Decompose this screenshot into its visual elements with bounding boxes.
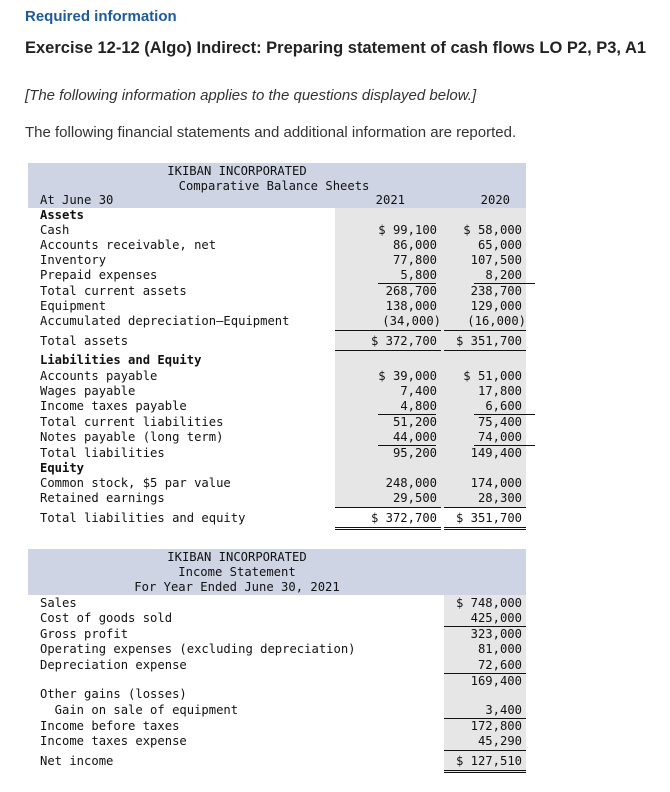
bs-row-2020: 17,800 <box>477 384 522 398</box>
underline <box>444 529 526 530</box>
bs-row-2020: (16,000) <box>467 314 526 328</box>
bs-row-2021: 44,000 <box>392 430 437 444</box>
underline <box>444 527 526 528</box>
bs-row-2020: 28,300 <box>477 491 522 505</box>
bs-row-2020: 75,400 <box>477 415 522 429</box>
bs-row-2020: 8,200 <box>485 268 522 282</box>
underline <box>335 330 441 331</box>
bs-row-label: Assets <box>40 208 85 222</box>
bs-row-label: Common stock, $5 par value <box>40 476 231 490</box>
bs-company: IKIBAN INCORPORATED <box>167 164 307 178</box>
bs-row-2021: (34,000) <box>382 314 441 328</box>
underline <box>444 770 526 771</box>
bs-row-label: Total liabilities and equity <box>40 511 246 525</box>
bs-row-2020: 238,700 <box>470 284 522 298</box>
bs-row-2021: 4,800 <box>400 399 437 413</box>
bs-row-2020: 174,000 <box>470 476 522 490</box>
bs-row-2021: 77,800 <box>392 253 437 267</box>
is-row-value: 81,000 <box>477 642 522 656</box>
bs-row-label: Cash <box>40 223 70 237</box>
required-information-heading: Required information <box>25 8 177 25</box>
bs-row-2020: $ 351,700 <box>455 334 522 348</box>
underline <box>444 772 526 773</box>
underline <box>335 527 441 528</box>
is-company: IKIBAN INCORPORATED <box>167 550 307 564</box>
is-row-value: 45,290 <box>477 734 522 748</box>
bs-row-label: Inventory <box>40 253 107 267</box>
bs-row-2021: $ 372,700 <box>370 334 437 348</box>
underline <box>444 750 526 751</box>
is-row-value: $ 127,510 <box>455 754 522 768</box>
bs-row-2021: 268,700 <box>385 284 437 298</box>
bs-row-2021: 248,000 <box>385 476 437 490</box>
income-statement <box>28 549 526 779</box>
bs-col-2020: 2020 <box>480 193 510 207</box>
is-row-label: Gain on sale of equipment <box>40 703 239 717</box>
is-row-value: 72,600 <box>477 658 522 672</box>
is-row-label: Depreciation expense <box>40 658 187 672</box>
bs-col-2021: 2021 <box>375 193 405 207</box>
is-row-label: Operating expenses (excluding depreciation) <box>40 642 356 656</box>
bs-row-label: Prepaid expenses <box>40 268 158 282</box>
underline <box>444 330 526 331</box>
bs-row-label: Total current liabilities <box>40 415 224 429</box>
bs-row-label: Retained earnings <box>40 491 165 505</box>
exercise-title: Exercise 12-12 (Algo) Indirect: Preparing statement of cash flows LO P2, P3, A1 <box>25 39 647 57</box>
bs-row-2020: $ 58,000 <box>463 223 522 237</box>
bs-row-label: Liabilities and Equity <box>40 353 202 367</box>
bs-row-2020: $ 51,000 <box>463 369 522 383</box>
bs-row-2020: 74,000 <box>477 430 522 444</box>
is-row-label: Income before taxes <box>40 719 180 733</box>
is-row-value: 3,400 <box>485 703 522 717</box>
underline <box>335 507 441 508</box>
bs-row-2021: 5,800 <box>400 268 437 282</box>
bs-row-2021: 95,200 <box>392 446 437 460</box>
bs-row-2021: $ 372,700 <box>370 511 437 525</box>
bs-row-label: Wages payable <box>40 384 136 398</box>
bs-row-label: Equipment <box>40 299 107 313</box>
is-row-value: 425,000 <box>470 611 522 625</box>
is-row-label: Sales <box>40 596 77 610</box>
is-period: For Year Ended June 30, 2021 <box>134 580 340 594</box>
bs-row-label: Equity <box>40 461 85 475</box>
bs-row-2021: $ 99,100 <box>378 223 437 237</box>
bs-row-2020: 6,600 <box>485 399 522 413</box>
bs-date-label: At June 30 <box>40 193 114 207</box>
bs-row-2021: 138,000 <box>385 299 437 313</box>
is-row-value: 323,000 <box>470 627 522 641</box>
bs-row-2021: 7,400 <box>400 384 437 398</box>
bs-row-2020: $ 351,700 <box>455 511 522 525</box>
bs-title: Comparative Balance Sheets <box>178 179 370 193</box>
bs-row-2020: 65,000 <box>477 238 522 252</box>
bs-row-label: Total assets <box>40 334 129 348</box>
bs-row-2021: 29,500 <box>392 491 437 505</box>
bs-row-label: Accumulated depreciation—Equipment <box>40 314 290 328</box>
is-row-label: Cost of goods sold <box>40 611 173 625</box>
bs-row-label: Total liabilities <box>40 446 165 460</box>
bs-row-2021: 86,000 <box>392 238 437 252</box>
bs-row-2021: 51,200 <box>392 415 437 429</box>
underline <box>444 507 526 508</box>
bs-row-label: Accounts payable <box>40 369 158 383</box>
is-row-label: Other gains (losses) <box>40 687 187 701</box>
intro-text: The following financial statements and additional information are reported. <box>25 124 517 141</box>
bs-row-label: Accounts receivable, net <box>40 238 217 252</box>
bs-row-2020: 107,500 <box>470 253 522 267</box>
underline <box>335 350 441 351</box>
applies-note: [The following information applies to the questions displayed below.] <box>25 87 477 104</box>
underline <box>335 529 441 530</box>
underline <box>444 350 526 351</box>
bs-row-label: Income taxes payable <box>40 399 187 413</box>
bs-row-label: Total current assets <box>40 284 187 298</box>
is-row-value: $ 748,000 <box>455 596 522 610</box>
bs-row-2020: 129,000 <box>470 299 522 313</box>
is-row-label: Gross profit <box>40 627 129 641</box>
is-row-value: 172,800 <box>470 719 522 733</box>
is-row-label: Net income <box>40 754 114 768</box>
balance-sheet <box>28 163 526 535</box>
bs-row-label: Notes payable (long term) <box>40 430 224 444</box>
bs-row-2020: 149,400 <box>470 446 522 460</box>
is-title: Income Statement <box>178 565 296 579</box>
bs-row-2021: $ 39,000 <box>378 369 437 383</box>
is-row-label: Income taxes expense <box>40 734 187 748</box>
is-row-value: 169,400 <box>470 674 522 688</box>
